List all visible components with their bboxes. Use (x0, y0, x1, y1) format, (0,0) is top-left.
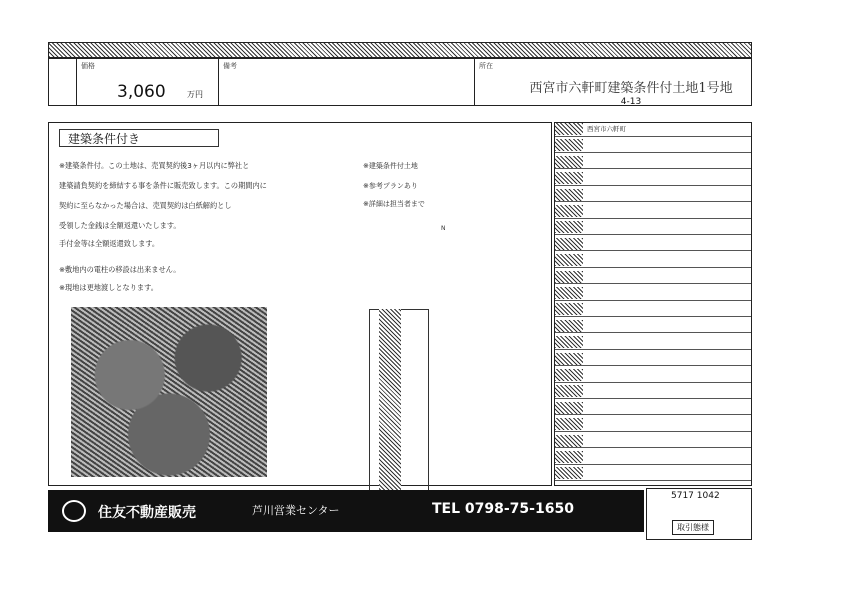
detail-row-label (555, 221, 583, 233)
site-plan-hatch (379, 309, 401, 519)
detail-row-label (555, 369, 583, 381)
company-logo-icon (62, 500, 86, 522)
detail-row-label (555, 123, 583, 135)
paragraph-line: 契約に至らなかった場合は、売買契約は白紙解約とし (59, 201, 232, 210)
detail-row-label (555, 467, 583, 479)
phone-number: TEL 0798-75-1650 (432, 501, 574, 517)
detail-row-label (555, 320, 583, 332)
paragraph-line: ※敷地内の電柱の移設は出来ません。 (59, 265, 181, 274)
lot-number: 4-13 (620, 97, 642, 107)
location-label: 所在 (479, 62, 493, 70)
detail-row-label (555, 336, 583, 348)
company-name: 住友不動産販売 (98, 505, 196, 521)
detail-row (555, 467, 751, 481)
price-unit: 万円 (187, 90, 203, 99)
paragraph-line: 建築請負契約を締結する事を条件に販売致します。この期間内に (59, 181, 267, 190)
detail-row (555, 451, 751, 465)
detail-row-label (555, 205, 583, 217)
detail-row-value: 西宮市六軒町 (587, 125, 626, 133)
detail-row (555, 139, 751, 153)
detail-row (555, 303, 751, 317)
detail-row-label (555, 139, 583, 151)
office-name: 芦川営業センター (252, 504, 340, 517)
notes-cell (219, 59, 475, 105)
detail-row-label (555, 402, 583, 414)
notes-label: 備考 (223, 62, 237, 70)
description-panel (48, 122, 552, 486)
detail-row (555, 205, 751, 219)
detail-row-label (555, 418, 583, 430)
property-flyer (48, 42, 752, 544)
note-line: ※建築条件付土地 (363, 162, 418, 170)
detail-row-label (555, 238, 583, 250)
detail-row-label (555, 287, 583, 299)
header (48, 58, 752, 106)
detail-row (555, 254, 751, 268)
detail-row (555, 271, 751, 285)
detail-row (555, 369, 751, 383)
detail-row (555, 156, 751, 170)
detail-row-label (555, 156, 583, 168)
paragraph-line: ※現地は更地渡しとなります。 (59, 283, 158, 292)
detail-row (555, 221, 751, 235)
transaction-tag: 取引態様 (672, 520, 714, 535)
note-line: ※参考プランあり (363, 182, 418, 190)
paragraph-line: ※建築条件付。この土地は、売買契約後3ヶ月以内に弊社と (59, 161, 250, 170)
detail-row (555, 385, 751, 399)
section-heading: 建築条件付き (59, 129, 219, 147)
detail-row-label (555, 254, 583, 266)
paragraph-line: 受領した金銭は全額返還いたします。 (59, 221, 181, 230)
detail-row-label (555, 435, 583, 447)
detail-row (555, 172, 751, 186)
detail-row-label (555, 172, 583, 184)
detail-row (555, 238, 751, 252)
top-band (48, 42, 752, 58)
paragraph-line: 手付金等は全額返還致します。 (59, 239, 160, 248)
price-value: 3,060 (117, 82, 166, 102)
detail-row-label (555, 451, 583, 463)
detail-row-label (555, 271, 583, 283)
property-details-table (554, 122, 752, 486)
category-cell (49, 59, 77, 105)
site-photo (71, 307, 267, 477)
detail-row-label (555, 303, 583, 315)
note-line: ※詳細は担当者まで (363, 200, 425, 208)
detail-row (555, 287, 751, 301)
detail-row-label (555, 189, 583, 201)
detail-row (555, 435, 751, 449)
property-code: 5717 1042 (671, 491, 720, 501)
detail-row (555, 418, 751, 432)
detail-row (555, 320, 751, 334)
north-arrow-icon: N (441, 225, 446, 232)
detail-row (555, 189, 751, 203)
detail-row (555, 123, 751, 137)
detail-row-label (555, 353, 583, 365)
footer-band (48, 490, 644, 532)
property-title: 西宮市六軒町建築条件付土地1号地 (529, 81, 733, 96)
price-label: 価格 (81, 62, 95, 70)
detail-row (555, 402, 751, 416)
detail-row (555, 336, 751, 350)
detail-row (555, 353, 751, 367)
detail-row-label (555, 385, 583, 397)
